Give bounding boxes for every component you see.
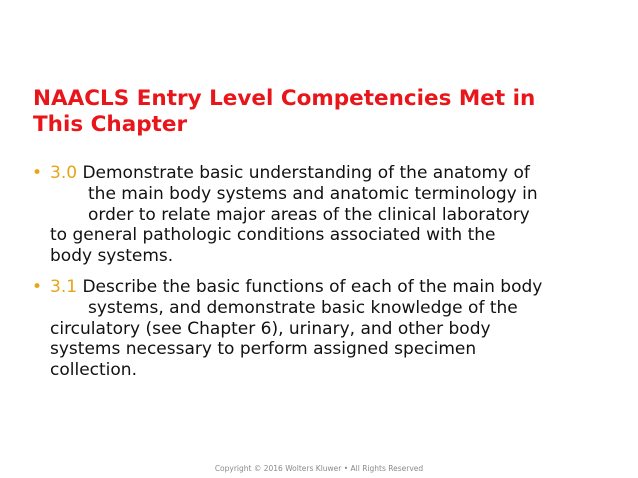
competency-line — [32, 163, 622, 184]
bullet-dot-icon: • — [32, 163, 43, 183]
competency-number: 3.0 — [50, 163, 78, 183]
competency-line: collection. — [50, 360, 137, 381]
competency-number: 3.1 — [50, 276, 78, 297]
competency-line: circulatory (see Chapter 6), urinary, and other body — [50, 318, 491, 339]
competency-item — [32, 163, 622, 267]
slide-title-line-2: This Chapter — [33, 112, 188, 137]
competency-list — [32, 163, 622, 391]
competency-text: Demonstrate basic understanding of the anatomy of — [77, 163, 530, 183]
competency-line: systems, and demonstrate basic knowledge of the — [88, 297, 518, 318]
competency-line: order to relate major areas of the clinical laboratory — [88, 204, 530, 225]
competency-line: the main body systems and anatomic terminology in — [88, 183, 538, 204]
copyright-footer: Copyright © 2016 Wolters Kluwer • All Rights Reserved — [214, 464, 424, 473]
competency-line — [32, 277, 622, 298]
slide-title — [33, 86, 613, 138]
competency-line: to general pathologic conditions associated with the — [50, 225, 496, 246]
competency-line: systems necessary to perform assigned specimen — [50, 339, 477, 360]
competency-line: body systems. — [50, 246, 174, 267]
competency-item — [32, 277, 622, 381]
competency-text: Describe the basic functions of each of the main body — [77, 276, 543, 297]
slide-title-line-1: NAACLS Entry Level Competencies Met in — [33, 86, 536, 111]
bullet-dot-icon: • — [32, 276, 43, 297]
